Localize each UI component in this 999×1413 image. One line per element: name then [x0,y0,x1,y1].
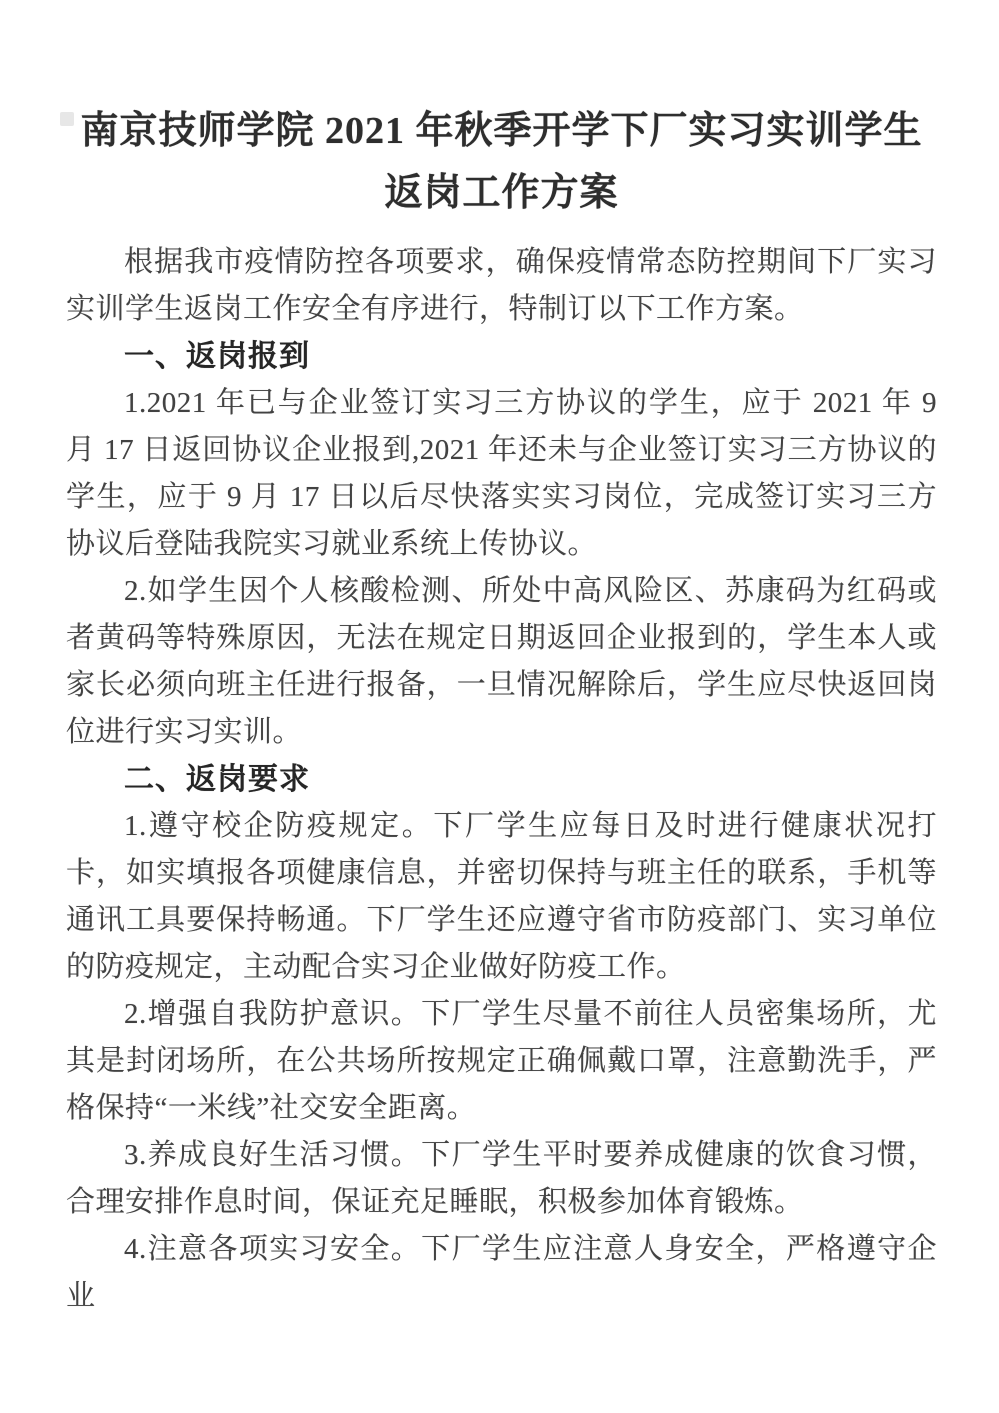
document-title [66,100,937,224]
section-1-heading: 一、返岗报到 [124,340,310,373]
section-2-item-3: 3.养成良好生活习惯。下厂学生平时要养成健康的饮食习惯，合理安排作息时间，保证充足睡眠，积极参加体育锻炼。 [66,1139,937,1218]
section-2-item-2: 2.增强自我防护意识。下厂学生尽量不前往人员密集场所，尤其是封闭场所，在公共场所按规定正确佩戴口罩，注意勤洗手，严格保持“一米线”社交安全距离。 [66,998,937,1124]
intro-paragraph: 根据我市疫情防控各项要求，确保疫情常态防控期间下厂实习实训学生返岗工作安全有序进行，特制订以下工作方案。 [66,246,937,325]
scan-artifact [60,112,74,126]
section-1-item-2: 2.如学生因个人核酸检测、所处中高风险区、苏康码为红码或者黄码等特殊原因，无法在规定日期返回企业报到的，学生本人或家长必须向班主任进行报备，一旦情况解除后，学生应尽快返回岗位进行实习实训。 [66,575,937,748]
section-1-item-1: 1.2021 年已与企业签订实习三方协议的学生，应于 2021 年 9 月 17 日返回协议企业报到,2021 年还未与企业签订实习三方协议的学生，应于 9 月 17 日以后尽快落实实习岗位，完成签订实习三方协议后登陆我院实习就业系统上传协议。 [66,387,937,560]
document-title-line-1: 南京技师学院 2021 年秋季开学下厂实习实训学生 [80,110,923,152]
section-2-heading: 二、返岗要求 [124,763,310,796]
document-title-line-2: 返岗工作方案 [384,172,619,214]
section-2-item-1: 1.遵守校企防疫规定。下厂学生应每日及时进行健康状况打卡，如实填报各项健康信息，并密切保持与班主任的联系，手机等通讯工具要保持畅通。下厂学生还应遵守省市防疫部门、实习单位的防疫规定，主动配合实习企业做好防疫工作。 [66,810,937,983]
section-2-item-4: 4.注意各项实习安全。下厂学生应注意人身安全，严格遵守企业 [66,1233,937,1312]
